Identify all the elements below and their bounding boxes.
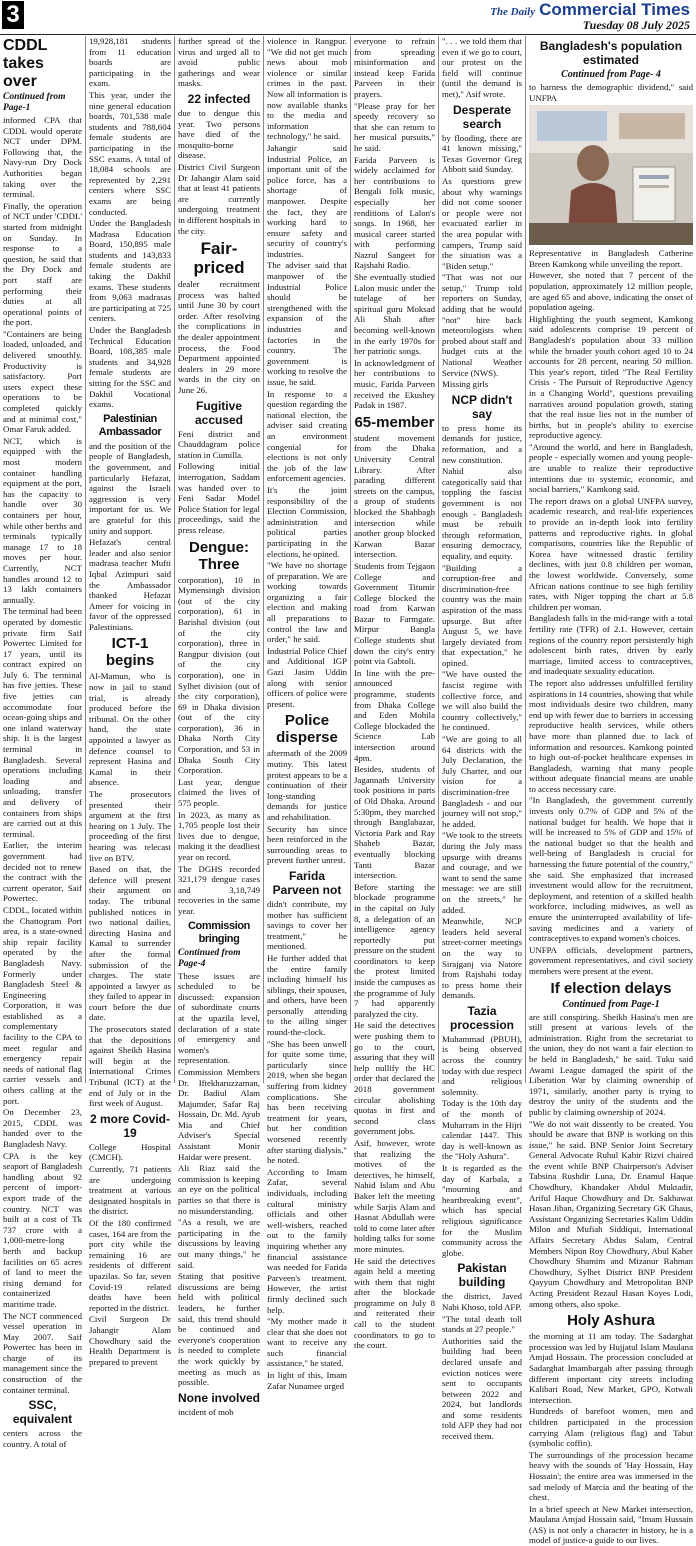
article-paragraph: Ali Riaz said the commission is keeping an eye on the political parties so that there is no misunderstanding. bbox=[178, 1163, 260, 1216]
article-paragraph: Hundreds of barefoot women, men and children participated in the procession carrying Alam (religious flag) and Tabut (symbolic coffin). bbox=[529, 1406, 693, 1449]
event-photo-illustration bbox=[529, 105, 693, 245]
article-paragraph: the district, Javed Nabi Khoso, told AFP. bbox=[442, 1291, 522, 1312]
article-paragraph: "We have ousted the fascist regime with collective force, and we will also build the country collectively," he continued. bbox=[442, 669, 522, 733]
article-paragraph: "In Bangladesh, the government currently invests only 0.7% of GDP and 5% of the national budget for health. We hope that it will be increased to 5% of GDP and 15% of the national budget so that the health and well-being of Bangladesh is crucial for harnessing the future potential of the country," she said. She emphasized that increased investment would allow for the recruitment, deployment, and retention of a skilled health workforce, including midwives, as well as ensure the uninterrupted availability of life-saving medicines and a variety of contraceptives to expand women's choices. bbox=[529, 795, 693, 944]
article-paragraph: "The total death toll stands at 27 people." bbox=[442, 1313, 522, 1335]
article-paragraph: In acknowledgment of her contributions to music, Farida Parveen received the Ekushey Padak in 1987. bbox=[354, 357, 435, 411]
article-paragraph: didn't contribute, my mother has sufficient savings to cover her treatment," he mentioned. bbox=[267, 898, 347, 952]
dateline: Tuesday 08 July 2025 bbox=[582, 18, 690, 32]
article-body bbox=[89, 671, 171, 1108]
article-paragraph: Finally, the operation of NCT under 'CDDL' started from midnight on Sunday. In response to a question, he said that the Dry Dock and port staff are performing their duties at all operational points of the port. bbox=[3, 200, 82, 328]
article-paragraph: In a brief speech at New Market intersection, Maulana Amjad Hossain said, "Imam Hussain (AS) is not only a character in history, he is a model of justice-a guide to our lives. bbox=[529, 1503, 693, 1546]
headline-election-delays: If election delays bbox=[550, 979, 672, 997]
article-body bbox=[178, 279, 260, 396]
article-paragraph: The NCT commenced vessel operation in May 2007. Saif Powertec has been in charge of its management since the construction of the container terminal. bbox=[3, 1310, 82, 1395]
article-paragraph: everyone to refrain from spreading misinformation and instead keep Farida Parveen in their prayers. bbox=[354, 36, 435, 99]
article-paragraph: He said the detectives were pushing them to go to the court, assuring that they will help nullify the HC order that declared the 2018 government circular abolishing quotas in first and second class government jobs. bbox=[354, 1020, 435, 1137]
article-paragraph: aftermath of the 2009 mutiny. This latest protest appears to be a continuation of their long-standing demands for justice and rehabilitation. bbox=[267, 748, 347, 822]
article-paragraph: The terminal had been operated by domestic private firm Saif Powertec Limited for 17 years, until its contract expired on July 6. The terminal has five jetties. These five jetties can accommodate four ocean-going ships and one inland waterway ship. It is the largest terminal in Bangladesh. Several operations including loading and unloading, transfer and delivery of containers from ships are carried out at this terminal. bbox=[3, 606, 82, 839]
article-body bbox=[529, 1012, 693, 1310]
article-paragraph: to press home its demands for justice, reformation, and a new constitution. bbox=[442, 422, 522, 465]
article-body bbox=[178, 108, 260, 236]
article-paragraph: Nahid also categorically said that toppling the fascist government is not enough - Bangladesh must be rebuilt through reformation, ensuring democracy, equality, and equity. bbox=[442, 466, 522, 561]
article-body bbox=[267, 36, 347, 709]
article-paragraph: In line with the pre-announced programme, students from Dhaka College and Eden Mohila College blockaded the Science Lab intersection around 4pm. bbox=[354, 667, 435, 763]
article-paragraph: incident of mob bbox=[178, 1406, 234, 1417]
headline-ncp: NCP didn't say bbox=[451, 392, 513, 421]
article-paragraph: The report also addresses unfulfilled fertility aspirations in 14 countries, showing that while most individuals desire two children, many end up with fewer due to barriers in accessing reproductive health services, while others have more than planned due to lack of information and resources. Kamkong pointed to high out-of-pocket healthcare expenses in Bangladesh, warning that many people without adequate financial means are unable to access necessary care. bbox=[529, 677, 693, 794]
article-paragraph: It is regarded as the day of Karbala, a "mourning and heartbreaking event", which has special religious significance for the Muslim community across the globe. bbox=[442, 1163, 522, 1258]
article-paragraph: Meanwhile, NCP leaders held several street-corner meetings on the way to Sirajganj via Natore from Rajshahi today to press home their demands. bbox=[442, 916, 522, 1001]
article-body bbox=[178, 971, 260, 1388]
continued-note: Continued from Page- 4 bbox=[561, 69, 661, 80]
article-paragraph: Besides, students of Jagannath University took positions in parts of Old Dhaka. Around 5:30pm, they marched through Banglabazar, Victoria Park and Ray Shaheb Bazar, eventually blocking Tanti Bazar intersection. bbox=[354, 764, 435, 881]
headline-police-disperse: Police disperse bbox=[276, 712, 338, 747]
headline-fair-priced: Fair-priced bbox=[193, 239, 245, 278]
article-body bbox=[442, 1034, 522, 1258]
article-body bbox=[89, 1142, 171, 1367]
article-body bbox=[178, 1407, 260, 1418]
article-paragraph: due to dengue this year. Two persons have died of the mosquito-borne disease. bbox=[178, 107, 260, 161]
headline-tazia-procession: Tazia procession bbox=[449, 1003, 515, 1032]
article-paragraph: Before starting the blockade programme in the capital on July 8, a delegation of an intelligence agency reportedly put pressure on the student coordinators to keep the protest limited inside the campuses as the programme of July 7 had apparently paralyzed the city. bbox=[354, 881, 435, 1019]
article-paragraph: The adviser said that manpower of the Industrial Police should be strengthened with the expansion of the industries and factories in the country. The government is working to resolve the issue, he said. bbox=[267, 260, 347, 387]
article-paragraph: He further added that the entire family including himself his siblings, their spouses, and others, have been personally attending to the ailing singer round-the-clock. bbox=[267, 952, 347, 1038]
article-body bbox=[442, 36, 522, 100]
article-paragraph: by flooding, there are 41 known missing," Texas Governor Greg Abbott said Sunday. bbox=[442, 132, 522, 175]
article-paragraph: She eventually studied Lalon music under the tutelage of her spiritual guru Moksad Ali Shah after becoming well-known in the early 1970s for her patriotic songs. bbox=[354, 272, 435, 357]
headline-22-infected: 22 infected bbox=[187, 91, 251, 106]
article-body bbox=[354, 36, 435, 411]
article-paragraph: Hefazat's central leader and also senior madrasa teacher Mufti Iqbal Azimpuri said the Ambassador thanked Hefazat Ameer for voicing in favor of the oppressed Palestinians. bbox=[89, 537, 171, 632]
headline-farida-parveen: Farida Parveen not bbox=[272, 868, 342, 897]
article-paragraph: further spread of the virus and urged all to avoid public gatherings and wear masks. bbox=[178, 36, 260, 89]
headline-population: Bangladesh's population estimated bbox=[539, 39, 683, 67]
article-paragraph: Authorities said the building had been declared unsafe and eviction notices were sent to occupants between 2022 and 2024, but landlords and some residents told AFP they had not received them. bbox=[442, 1335, 522, 1442]
article-paragraph: student movement from the Dhaka University Central Library. After parading different streets on the campus, a group of students blocked the Shahbagh intersection while another group blocked Karwan Bazar intersection. bbox=[354, 432, 435, 560]
article-paragraph: Jahangir said Industrial Police, an important unit of the police force, has a shortage of manpower. Despite the fact, they are working hard to ensure safety and security of country's industries. bbox=[267, 142, 347, 259]
article-paragraph: corporation), 10 in Mymensingh division (out of the city corporation), 61 in Barishal division (out of the city corporation), three in Rangpur division (out of the city corporation), one in Sylhet division (out of the city corporation), 69 in Dhaka division (out of the city corporation), 36 in Dhaka North City Corporation, and 53 in Dhaka South City Corporation. bbox=[178, 574, 260, 776]
article-paragraph: Al-Mamun, who is now in jail to stand trial, is already produced before the tribunal. On the other hand, the state appointed a lawyer as defence counsel to represent Hasina and Kamal in their absence. bbox=[89, 671, 171, 788]
article-body bbox=[529, 1331, 693, 1546]
paper-name-big: Commercial Times bbox=[539, 0, 690, 19]
article-paragraph: Asif, however, wrote that realizing the motives of the detectives, he himself, Nahid Islam and Abu Baker left the meeting while Sarjis Alam and Hasnat Abdullah were told to come later after holding talks for some more minutes. bbox=[354, 1137, 435, 1254]
headline-holy-ashura: Holy Ashura bbox=[567, 1312, 655, 1330]
article-paragraph: 19,928,181 students from 11 education boards are participating in the exam. bbox=[89, 36, 171, 89]
article-paragraph: The surroundings of the procession became heavy with the sounds of 'Hay Hossain, Hay Hossain'; the entire area was immersed in the sad melody of Marcia and the beating of the chest. bbox=[529, 1449, 693, 1503]
headline-palestinian-ambassador: Palestinian Ambassador bbox=[98, 412, 162, 438]
article-paragraph: the morning at 11 am today. The Sadarghat procession was led by Hujjatul Islam Maulana Amjad Hossain. The procession concluded at Sadarghat Imambargah after passing through different important city streets including Kalibari Road, New Market, GPO, Kotwali intersection. bbox=[529, 1331, 693, 1405]
article-paragraph: He said the detectives again held a meeting with them that night after the blockade programme on July 8 and reiterated their call to the student coordinators to go to the court. bbox=[354, 1255, 435, 1351]
article-paragraph: Bangladesh falls in the mid-range with a total fertility rate (TFR) of 2.1. However, certain regions of the country report persistently high adolescent birth rates, driven by early marriage, limited access to contraceptives, and inadequate sexuality education. bbox=[529, 613, 693, 677]
article-paragraph: College Hospital (CMCH). bbox=[89, 1141, 171, 1163]
headline-ict1: ICT-1 begins bbox=[105, 635, 155, 670]
article-paragraph: "Building a corruption-free and discrimination-free country was the main aspiration of the mass upsurge. But after August 5, we have largely deviated from that expectation," he opined. bbox=[442, 562, 522, 668]
article-paragraph: Industrial Police Chief and Additional IGP Gazi Jasim Uddin along with senior officers of police were present. bbox=[267, 645, 347, 709]
column-2 bbox=[86, 36, 175, 1367]
masthead bbox=[0, 0, 696, 35]
article-paragraph: These issues are scheduled to be discussed: expansion of subordinate courts at the upazila level, declaration of a state of emergency and women's representation. bbox=[178, 970, 260, 1066]
article-paragraph: "We are going to all 64 districts with the July Declaration, the July Charter, and our vision for a discrimination-free Bangladesh - and our journey will not stop," he added. bbox=[442, 734, 522, 829]
article-paragraph: The prosecutors presented their argument at the first hearing on 1 July. The proceeding of the first hearing was telecast live on BTV. bbox=[89, 789, 171, 863]
article-paragraph: Security has since been reinforced in the surrounding areas to prevent further unrest. bbox=[267, 823, 347, 866]
article-body bbox=[178, 36, 260, 89]
article-paragraph: Based on that, the defence will present their argument on today. The tribunal published notices in two national dailies, directing Hasina and Kamal to surrender after the formal submission of the charges. The state appointed a lawyer as they failed to appear in court before the due date. bbox=[89, 864, 171, 1023]
article-body bbox=[178, 575, 260, 917]
column-7 bbox=[526, 36, 696, 1546]
column-5 bbox=[351, 36, 439, 1351]
article-paragraph: Earlier, the interim government had decided not to renew the contract with the current operator, Saif Powertec. bbox=[3, 840, 82, 904]
article-body bbox=[267, 748, 347, 866]
article-body bbox=[3, 115, 82, 1395]
article-paragraph: Commission Members Dr. Iftekharuzzaman, Dr. Badiul Alam Majumder, Safar Raj Hossain, Dr. Md. Ayub Mia and Chief Adviser's Special Assistant Monir Haidar were present. bbox=[178, 1066, 260, 1162]
article-paragraph: Highlighting the youth segment, Kamkong said adolescents comprise 19 percent of Bangladesh's population about 33 million while the broader youth cohort aged 10 to 24 accounts for 28 percent, nearing 50 million. This year's report, titled "The Real Fertility Crisis - The Pursuit of Reproductive Agency in a Changing World", questions prevailing narratives around population growth, stating that the real issue lies not in the number of births, but in people's ability to exercise reproductive agency. bbox=[529, 313, 693, 441]
article-paragraph: UNFPA officials, development partners, government representatives, and civil society members were present at the event. bbox=[529, 944, 693, 976]
headline-cddl: CDDL takes over bbox=[3, 37, 48, 90]
headline-65-member: 65-member bbox=[354, 413, 435, 431]
article-paragraph: "We do not wait dissently to be created. You should be aware that BNP is working on this issue," he said. BNP Senior Joint Secretary General Advocate Ruhul Kabir Rizvi chaired the event while BNP Chairperson's Adviser Tabsina Rushdir Luna, Dr. Enamul Haque Chowdhury, Khandaker Abdul Muktadir, Ariful Haque Chowdhury and Dr. Sakhawat Hasan Jiban, Organizing Secretary GK Ghaus, Assistant Organizing Secretaries Kalim Uddin Milon and Mufiah Siddiqui, International Affairs Secretary Abdus Salam, Central Members Nipun Roy Chowdhury, Abul Kaher Chowdhury Shamim and Mizanur Rahman Chowdhury, Sylhet District BNP President Qayyum Chowdhury and Metropolitan BNP Acting President Rezaul Hasan Koyes Lodi, among others, also spoke. bbox=[529, 1118, 693, 1309]
article-paragraph: The DGHS recorded 321,179 dengue cases and 3,18,749 recoveries in the same year. bbox=[178, 863, 260, 916]
article-paragraph: ". . . we told them that even if we go to court, our protest on the field will continue (until the demand is met)," Asif wrote. bbox=[442, 36, 522, 99]
headline-commission-bringing: Commission bringing bbox=[187, 919, 250, 945]
article-body bbox=[529, 248, 693, 976]
article-paragraph: District Civil Surgeon Dr Jahangir Alam said that at least 41 patients are currently undergoing treatment in different hospitals in the city. bbox=[178, 161, 260, 236]
headline-covid: 2 more Covid-19 bbox=[89, 1111, 170, 1140]
headline-dengue-three: Dengue: Three bbox=[189, 538, 249, 573]
article-body bbox=[442, 423, 522, 1001]
continued-note: Continued from Page-4 bbox=[178, 947, 241, 969]
article-body bbox=[354, 433, 435, 1351]
article-paragraph: CDDL, located within the Chattogram Port area, is a state-owned ship repair facility operated by the Bangladesh Navy. Formerly under Bangladesh Steel & Engineering Corporation, it was established as a complementary facility to the CPA to meet regular and emergency repair needs of national flag carrier vessels and others calling at the port. bbox=[3, 904, 82, 1106]
article-paragraph: Today is the 10th day of the month of Muharram in the Hijri calendar 1447. This day is well-known as the "Holy Ashura". bbox=[442, 1098, 522, 1162]
article-paragraph: "We took to the streets during the July mass upsurge with dreams and courage, and we want to send the same message: we are still on the streets," he added. bbox=[442, 830, 522, 915]
article-paragraph: Under the Bangladesh Technical Education Board, 108,385 male students and 34,928 female students are sitting for the SSC and Dakhil Vocational exams. bbox=[89, 325, 171, 410]
article-paragraph: "She has been unwell for quite some time, particularly since 2019, when she began suffering from kidney complications. She has been receiving treatment for years, but her condition worsened recently after starting dialysis," he noted. bbox=[267, 1038, 347, 1166]
article-paragraph: According to Imam Zafar, several individuals, including cultural ministry officials and other well-wishers, reached out to the family inquiring whether any financial assistance was needed for Farida Parveen's treatment. However, the artist firmly declined such help. bbox=[267, 1166, 347, 1315]
article-paragraph: and the position of the people of Bangladesh, the government, and particularly Hefazat, against the Israeli aggression is very important for us. We are grateful for this unity and support. bbox=[89, 440, 171, 536]
article-paragraph: Last year, dengue claimed the lives of 575 people. bbox=[178, 776, 260, 809]
article-paragraph: In 2023, as many as 1,705 people lost their lives due to dengue, making it the deadliest year on record. bbox=[178, 809, 260, 862]
article-paragraph: The report draws on a global UNFPA survey, academic research, and real-life experiences to provide an in-depth look into fertility patterns and reproductive rights. In global comparisons, countries like the Republic of Korea have witnessed drastic fertility declines, with just 0.8 children per woman, the lowest worldwide. Conversely, some African nations continue to see high fertility rates, with Niger topping the chart at 5.8 children per woman. bbox=[529, 495, 693, 612]
article-paragraph: Missing girls bbox=[442, 379, 489, 390]
article-paragraph: Currently, 71 patients are undergoing treatment at various designated hospitals in the district. bbox=[89, 1164, 171, 1217]
paper-name bbox=[490, 0, 690, 20]
article-paragraph: Following initial interrogation, Saddam was handed over to Feni Sadar Model Police Station for legal proceedings, said the press release. bbox=[178, 461, 260, 535]
article-paragraph: As questions grew about why warnings did not come sooner or people were not evacuated earlier in the area popular with campers, Trump said the situation was a "Biden setup." bbox=[442, 175, 522, 271]
article-paragraph: Muhammad (PBUH), is being observed across the country today with due respect and religious solemnity. bbox=[442, 1033, 522, 1097]
article-paragraph: In response to a question regarding the national election, the adviser said creating an environment congenial for elections is not only the job of the law enforcement agencies. bbox=[267, 388, 347, 484]
article-body bbox=[267, 899, 347, 1391]
article-paragraph: NCT, which is equipped with the most modern container handling equipment at the port, has the capacity to handle over 30 containers per hour, while other berths and terminals typically manage 17 to 18 moves per hour. Currently, NCT handles around 12 to 13 lakh containers annually. bbox=[3, 435, 82, 605]
article-body bbox=[3, 1428, 82, 1449]
headline-none-involved: None involved bbox=[178, 1390, 261, 1405]
continued-note: Continued from Page-1 bbox=[562, 998, 660, 1010]
article-paragraph: "Please pray for her speedy recovery so that she can return to her musical pursuits," he said. bbox=[354, 100, 435, 153]
article-paragraph: "As a result, we are participating in the discussions by leaving out many things," he said. bbox=[178, 1217, 260, 1270]
article-body bbox=[178, 429, 260, 536]
article-paragraph: Students from Tejgaon College and Government Titumir College blocked the road from Karwan Bazar to Farmgate. Mirpur Bangla College students shut down the city's entry point via Gabtoli. bbox=[354, 560, 435, 667]
article-paragraph: In light of this, Imam Zafar Nunamee urged bbox=[267, 1370, 347, 1391]
column-3 bbox=[175, 36, 264, 1417]
article-paragraph: Civil Surgeon Dr Jahangir Alam Chowdhury said the Health Department is prepared to prevent bbox=[89, 1314, 171, 1367]
article-paragraph: are still conspiring. Sheikh Hasina's men are still present at various levels of the administration. Right from the secretariat to the union, they do not want a fair election to be held in Bangladesh," he said. Tuku said Awami League damaged the spirit of the Liberation War by claiming ownership of 1971, similarly, another party is trying to destroy the unity of the students and the public by claiming ownership of 2024. bbox=[529, 1011, 693, 1117]
column-6 bbox=[439, 36, 526, 1442]
headline-desperate-search: Desperate search bbox=[452, 102, 512, 131]
article-body bbox=[442, 1291, 522, 1441]
headline-fugitive-accused: Fugitive accused bbox=[194, 398, 244, 427]
article-paragraph: The prosecutors stated that the depositions against Sheikh Hasina will begin at the International Crimes Tribunal (ICT) at the end of July or in the first week of August. bbox=[89, 1024, 171, 1109]
headline-ssc: SSC, equivalent bbox=[12, 1398, 73, 1427]
article-paragraph: "Around the world, and here in Bangladesh, people - especially women and young people-are unable to realize their reproductive intentions due to systemic, economic, and social barriers," Kamkong said. bbox=[529, 441, 693, 495]
article-paragraph: It's the joint responsibility of the Election Commission, administration and political parties participating in the elections, he opined. bbox=[267, 484, 347, 559]
headline-pakistan-building: Pakistan building bbox=[457, 1261, 507, 1290]
article-paragraph: CPA is the key seaport of Bangladesh handling about 92 percent of import-export trade of the country. NCT was built at a cost of Tk 737 crore with a 1,000-metre-long berth and backup facilities on 65 acres of land to meet the rising demand for containerized maritime trade. bbox=[3, 1150, 82, 1309]
article-paragraph: On December 23, 2015, CDDL was handed over to the Bangladesh Navy. bbox=[3, 1107, 82, 1149]
event-photo bbox=[529, 105, 693, 245]
article-paragraph: However, she noted that 7 percent of the population, approximately 12 million people, are aged 65 and above, indicating the onset of population ageing. bbox=[529, 270, 693, 313]
article-paragraph: Of the 180 confirmed cases, 164 are from the port city while the remaining 16 are residents of different upazilas. So far, seven Covid-19 related deaths have been reported in the district. bbox=[89, 1217, 171, 1313]
column-1 bbox=[0, 36, 86, 1449]
article-paragraph: "Containers are being loaded, unloaded, and delivered smoothly. Productivity is satisfactory. Port users expect these operations to be completed quickly and at minimal cost," Omar Faruk added. bbox=[3, 328, 82, 435]
page-number: 3 bbox=[2, 1, 24, 29]
continued-note: Continued from Page-1 bbox=[3, 92, 66, 113]
article-paragraph: Under the Bangladesh Madrasa Education Board, 150,895 male students and 143,833 female students are taking the Dakhil exams. These students from 9,063 madrasas are participating at 725 centers. bbox=[89, 218, 171, 324]
article-paragraph: Stating that positive discussions are being held with political leaders, he further said, this trend should be continued and everyone's cooperation is needed to complete the work quickly by meeting as much as possible. bbox=[178, 1271, 260, 1388]
article-paragraph: informed CPA that CDDL would operate NCT under DPM. Following that, the Navy-run Dry Dock Authorities began taking over the terminal. bbox=[3, 115, 82, 200]
article-paragraph: This year, under the nine general education boards, 701,538 male students and 788,604 female students are participating in the SSC exams. A total of 18,084 schools are represented by 2,291 centers where SSC exams are being conducted. bbox=[89, 89, 171, 217]
article-paragraph: "That was not our setup," Trump told reporters on Sunday, adding that he would "not" hire back meteorologists when probed about staff and budget cuts at the National Weather Service (NWS). bbox=[442, 272, 522, 378]
column-4 bbox=[264, 36, 351, 1391]
article-paragraph: "We have no shortage of preparation. We are working towards organizing a fair election and making all preparations to control the law and order," he said. bbox=[267, 560, 347, 645]
article-body bbox=[442, 133, 522, 390]
article-paragraph: "My mother made it clear that she does not want to receive any such financial assistance," he stated. bbox=[267, 1316, 347, 1369]
paper-name-small: The Daily bbox=[490, 6, 536, 18]
article-body bbox=[89, 36, 171, 410]
article-paragraph: dealer recruitment process was halted until June 30 by court order. After resolving the complications in the dealer appointment process, the Food Department appointed dealers in 29 more wards in the city on June 26. bbox=[178, 279, 260, 396]
article-paragraph: violence in Rangpur. "We did not get much news about mob violence or similar crimes in the past. Now all information is now available thanks to the media and information technology," he said. bbox=[267, 36, 347, 142]
article-body bbox=[89, 441, 171, 633]
article-paragraph: centers across the country. A total of bbox=[3, 1428, 82, 1449]
article-paragraph: Representative in Bangladesh Catherine Breen Kamkong while unveiling the report. bbox=[529, 248, 693, 269]
article-paragraph: to harness the demographic dividend," said UNFPA bbox=[529, 82, 693, 103]
article-paragraph: Feni district and Chauddagram police station in Cumilla. bbox=[178, 428, 260, 460]
article-paragraph: Farida Parveen is widely acclaimed for her contributions to Bengali folk music, especially her renditions of Lalon's songs. In 1968, her musical career started with performing Nazrul Sangeet for Rajshahi Radio. bbox=[354, 154, 435, 271]
